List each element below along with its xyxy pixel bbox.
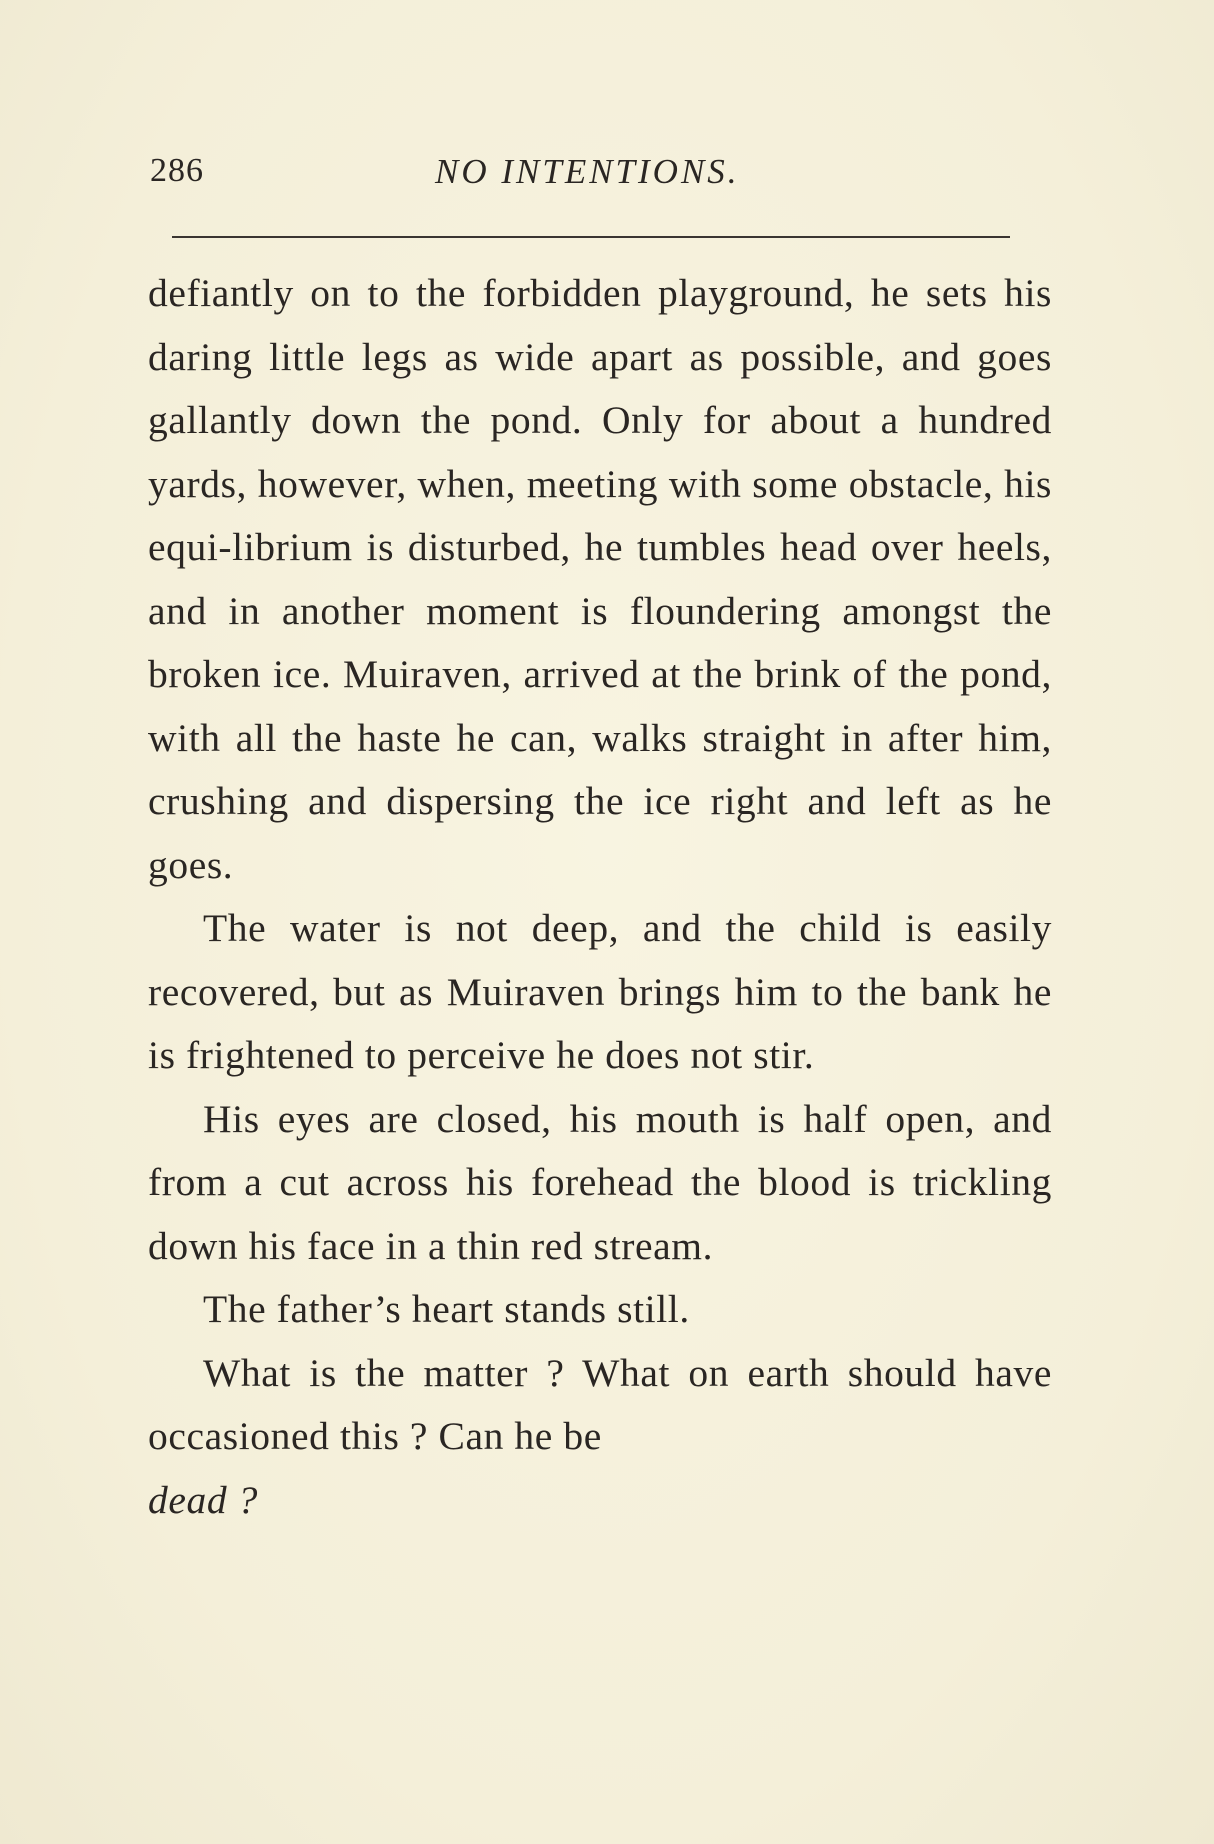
body-text — [148, 262, 1052, 1532]
running-title: NO INTENTIONS. — [435, 152, 740, 191]
paragraph-1: defiantly on to the forbidden playground, he sets his daring little legs as wide apart as possible, and goes gallantly down the pond. Only for about a hundred yards, however, when, meeting with some obstacle, his equi-librium is disturbed, he tumbles head over heels, and in another moment is floundering amongst the broken ice. Muiraven, arrived at the brink of the pond, with all the haste he can, walks straight in after him, crushing and dispersing the ice right and left as he goes. — [148, 271, 1052, 887]
page-number: 286 — [150, 152, 204, 189]
paragraph-2: The water is not deep, and the child is easily recovered, but as Muiraven brings him to the bank he is frightened to perceive he does not stir. — [148, 906, 1052, 1077]
page-header — [150, 152, 1010, 202]
paragraph-5: What is the matter ? What on earth should have occasioned this ? Can he be — [148, 1350, 1052, 1458]
paragraph-4: The father’s heart stands still. — [203, 1287, 690, 1331]
paragraph-3: His eyes are closed, his mouth is half open, and from a cut across his forehead the blood is trickling down his face in a thin red stream. — [148, 1096, 1052, 1268]
closing-italic-text: dead ? — [148, 1477, 259, 1522]
header-rule — [172, 236, 1010, 238]
